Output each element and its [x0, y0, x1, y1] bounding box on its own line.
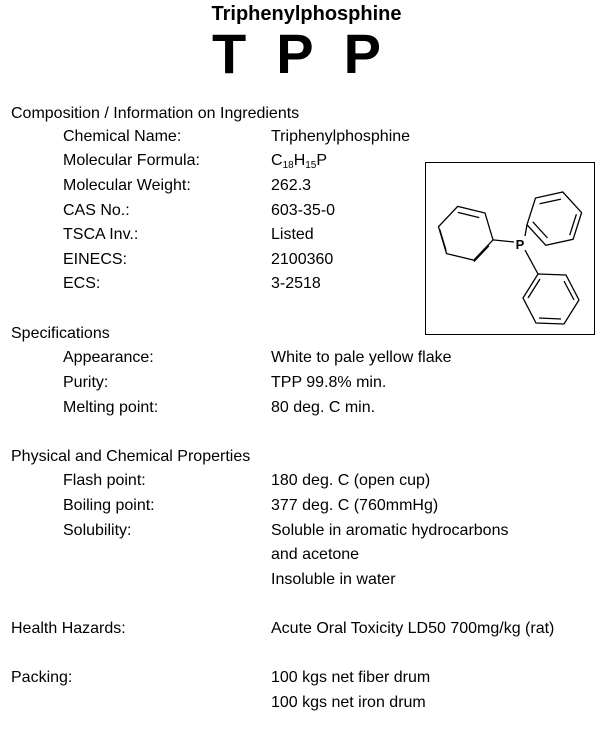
- einecs-label: EINECS:: [63, 251, 128, 268]
- purity-value: TPP 99.8% min.: [271, 374, 387, 391]
- solubility-line: Soluble in aromatic hydrocarbons: [271, 522, 509, 539]
- phenyl-ring-lower: [523, 274, 579, 324]
- triphenylphosphine-structure-svg: [426, 163, 594, 334]
- solubility-label: Solubility:: [63, 522, 132, 539]
- molecular-weight-value: 262.3: [271, 177, 312, 194]
- packing-label: Packing:: [11, 669, 73, 686]
- cas-label: CAS No.:: [63, 202, 130, 219]
- flash-point-value: 180 deg. C (open cup): [271, 472, 431, 489]
- melting-point-value: 80 deg. C min.: [271, 399, 376, 416]
- molecular-weight-label: Molecular Weight:: [63, 177, 191, 194]
- phenyl-ring-upper: [527, 192, 582, 245]
- tsca-value: Listed: [271, 226, 314, 243]
- abbreviation-heading: TPP: [212, 22, 411, 85]
- specifications-heading: Specifications: [11, 325, 110, 342]
- chemical-structure: [425, 162, 595, 335]
- properties-heading: Physical and Chemical Properties: [11, 448, 251, 465]
- health-hazards-value: Acute Oral Toxicity LD50 700mg/kg (rat): [271, 620, 555, 637]
- melting-point-label: Melting point:: [63, 399, 159, 416]
- einecs-value: 2100360: [271, 251, 334, 268]
- composition-heading: Composition / Information on Ingredients: [11, 105, 300, 122]
- chemical-name-value: Triphenylphosphine: [271, 128, 411, 145]
- packing-line: 100 kgs net iron drum: [271, 694, 426, 711]
- flash-point-label: Flash point:: [63, 472, 146, 489]
- phosphorus-atom-label: P: [515, 237, 525, 252]
- appearance-value: White to pale yellow flake: [271, 349, 452, 366]
- boiling-point-value: 377 deg. C (760mmHg): [271, 497, 439, 514]
- tsca-label: TSCA Inv.:: [63, 226, 139, 243]
- phenyl-ring-left: [439, 206, 494, 261]
- ecs-value: 3-2518: [271, 275, 321, 292]
- health-hazards-label: Health Hazards:: [11, 620, 126, 637]
- ecs-label: ECS:: [63, 275, 101, 292]
- chemical-name-label: Chemical Name:: [63, 128, 182, 145]
- molecular-formula-value: $C_{18}H_{15}P$: [271, 152, 328, 171]
- molecular-formula-label: Molecular Formula:: [63, 152, 200, 169]
- document-title: Triphenylphosphine: [211, 3, 402, 25]
- packing-line: 100 kgs net fiber drum: [271, 669, 431, 686]
- solubility-line: and acetone: [271, 546, 360, 563]
- solubility-line: Insoluble in water: [271, 571, 396, 588]
- boiling-point-label: Boiling point:: [63, 497, 155, 514]
- appearance-label: Appearance:: [63, 349, 154, 366]
- cas-value: 603-35-0: [271, 202, 336, 219]
- purity-label: Purity:: [63, 374, 109, 391]
